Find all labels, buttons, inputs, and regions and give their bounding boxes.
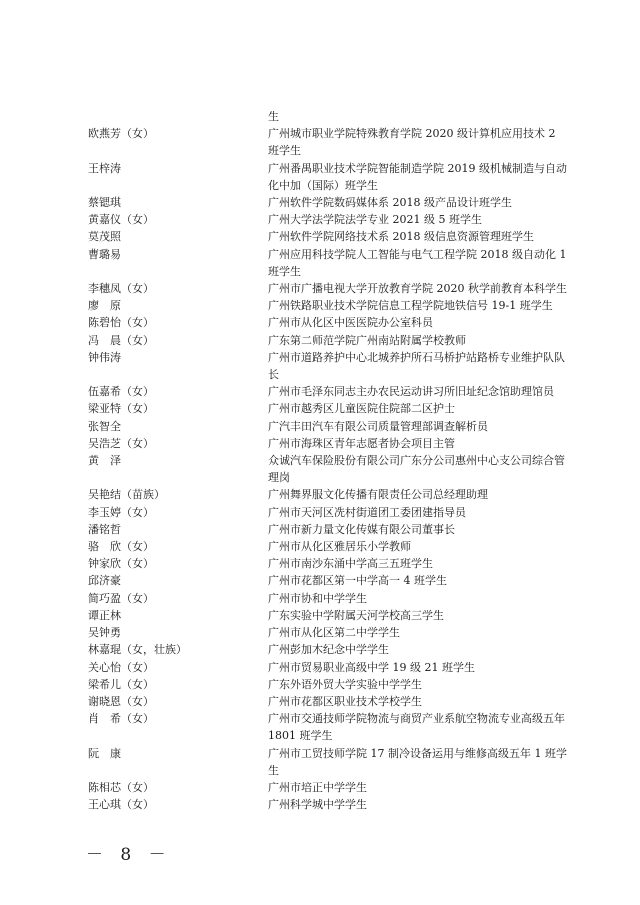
list-item bbox=[88, 624, 568, 641]
list-item bbox=[88, 418, 568, 435]
person-name: 莫茂照 bbox=[88, 230, 121, 244]
person-affiliation: 广州市毛泽东同志主办农民运动讲习所旧址纪念馆助理馆员 bbox=[268, 385, 554, 399]
list-item bbox=[88, 314, 568, 331]
page-number: － 8 － bbox=[86, 845, 172, 865]
person-affiliation: 广州市贸易职业高级中学 19 级 21 班学生 bbox=[268, 660, 475, 674]
person-affiliation: 广州市培正中学学生 bbox=[268, 780, 367, 794]
person-name: 谭正林 bbox=[88, 608, 121, 622]
list-item bbox=[88, 108, 568, 125]
list-item bbox=[88, 280, 568, 297]
list-item bbox=[88, 383, 568, 400]
person-name: 关心怡（女） bbox=[88, 660, 154, 674]
person-affiliation: 广州市南沙东涌中学高三五班学生 bbox=[268, 557, 433, 571]
person-name: 谢晓恩（女） bbox=[88, 694, 154, 708]
person-name: 钟伟涛 bbox=[88, 350, 121, 364]
person-affiliation: 广州市天河区冼村街道团工委团建指导员 bbox=[268, 505, 466, 519]
person-name: 梁亚特（女） bbox=[88, 402, 154, 416]
person-name: 肖 希（女） bbox=[88, 712, 154, 726]
list-item bbox=[88, 676, 568, 693]
person-affiliation: 广州城市职业学院特殊教育学院 2020 级计算机应用技术 2 班学生 bbox=[268, 127, 556, 158]
person-name: 李穗凤（女） bbox=[88, 282, 154, 296]
person-name: 陈碧怡（女） bbox=[88, 316, 154, 330]
list-item bbox=[88, 246, 568, 280]
list-item bbox=[88, 659, 568, 676]
person-affiliation: 广东外语外贸大学实验中学学生 bbox=[268, 677, 422, 691]
person-affiliation: 广州软件学院数码媒体系 2018 级产品设计班学生 bbox=[268, 196, 512, 210]
name-list bbox=[88, 108, 568, 813]
person-name: 张智全 bbox=[88, 419, 121, 433]
person-name: 廖 原 bbox=[88, 299, 121, 313]
list-item bbox=[88, 452, 568, 486]
list-item bbox=[88, 228, 568, 245]
list-item bbox=[88, 521, 568, 538]
person-name: 林嘉琨（女，壮族） bbox=[88, 643, 187, 657]
person-affiliation: 广州市花都区第一中学高一 4 班学生 bbox=[268, 574, 447, 588]
person-name: 蔡锶琪 bbox=[88, 196, 121, 210]
person-name: 王梓涛 bbox=[88, 161, 121, 175]
person-affiliation: 广州科学城中学学生 bbox=[268, 798, 367, 812]
person-affiliation: 广州市广播电视大学开放教育学院 2020 秋学前教育本科学生 bbox=[268, 282, 567, 296]
list-item bbox=[88, 194, 568, 211]
list-item bbox=[88, 349, 568, 383]
person-affiliation: 广州铁路职业技术学院信息工程学院地铁信号 19-1 班学生 bbox=[268, 299, 553, 313]
list-item bbox=[88, 796, 568, 813]
list-item bbox=[88, 555, 568, 572]
person-affiliation: 广州市道路养护中心北城养护所石马桥护站路桥专业维护队队长 bbox=[268, 350, 565, 382]
person-name: 潘铭哲 bbox=[88, 522, 121, 536]
person-affiliation: 广州应用科技学院人工智能与电气工程学院 2018 级自动化 1 班学生 bbox=[268, 247, 567, 278]
person-name: 简巧盈（女） bbox=[88, 591, 154, 605]
list-item bbox=[88, 710, 568, 744]
list-item bbox=[88, 297, 568, 314]
person-affiliation: 众诚汽车保险股份有限公司广东分公司惠州中心支公司综合管理岗 bbox=[268, 454, 565, 485]
person-name: 冯 晨（女） bbox=[88, 333, 154, 347]
person-name: 骆 欣（女） bbox=[88, 540, 154, 554]
person-name: 伍嘉希（女） bbox=[88, 385, 154, 399]
list-item bbox=[88, 693, 568, 710]
person-affiliation: 广州市从化区第二中学学生 bbox=[268, 626, 400, 640]
person-affiliation: 广州番禺职业技术学院智能制造学院 2019 级机械制造与自动化中加（国际）班学生 bbox=[268, 161, 567, 192]
list-item bbox=[88, 332, 568, 349]
person-affiliation: 生 bbox=[268, 110, 279, 123]
person-affiliation: 广州市海珠区青年志愿者协会项目主管 bbox=[268, 436, 455, 450]
person-name: 钟家欣（女） bbox=[88, 557, 154, 571]
person-name: 阮 康 bbox=[88, 746, 121, 760]
list-item bbox=[88, 745, 568, 779]
person-affiliation: 广州彭加木纪念中学学生 bbox=[268, 643, 389, 657]
person-name: 欧燕芳（女） bbox=[88, 127, 154, 141]
person-name: 黄嘉仪（女） bbox=[88, 213, 154, 227]
person-affiliation: 广州市越秀区儿童医院住院部二区护士 bbox=[268, 402, 455, 416]
person-affiliation: 广州大学法学院法学专业 2021 级 5 班学生 bbox=[268, 213, 482, 227]
person-name: 李玉婷（女） bbox=[88, 505, 154, 519]
person-name: 吴浩芝（女） bbox=[88, 436, 154, 450]
person-affiliation: 广州市新力量文化传媒有限公司董事长 bbox=[268, 522, 455, 536]
person-name: 黄 泽 bbox=[88, 454, 121, 468]
person-name: 邱济豪 bbox=[88, 574, 121, 588]
list-item bbox=[88, 435, 568, 452]
person-affiliation: 广州市交通技师学院物流与商贸产业系航空物流专业高级五年 1801 班学生 bbox=[268, 712, 565, 743]
person-name: 曹璐易 bbox=[88, 247, 121, 261]
person-name: 王心琪（女） bbox=[88, 798, 154, 812]
person-name: 陈相芯（女） bbox=[88, 780, 154, 794]
list-item bbox=[88, 779, 568, 796]
person-name: 梁希儿（女） bbox=[88, 677, 154, 691]
person-affiliation: 广汽丰田汽车有限公司质量管理部调查解析员 bbox=[268, 419, 488, 433]
person-affiliation: 广州市花都区职业技术学校学生 bbox=[268, 694, 422, 708]
list-item bbox=[88, 400, 568, 417]
person-affiliation: 广州舞界服文化传播有限责任公司总经理助理 bbox=[268, 488, 488, 502]
list-item bbox=[88, 572, 568, 589]
person-name: 吴钟勇 bbox=[88, 626, 121, 640]
person-affiliation: 广州软件学院网络技术系 2018 级信息资源管理班学生 bbox=[268, 230, 534, 244]
person-affiliation: 广州市从化区雅居乐小学教师 bbox=[268, 540, 411, 554]
person-affiliation: 广州市工贸技师学院 17 制冷设备运用与维修高级五年 1 班学生 bbox=[268, 746, 567, 777]
list-item bbox=[88, 125, 568, 159]
person-affiliation: 广州市从化区中医医院办公室科员 bbox=[268, 316, 433, 330]
list-item bbox=[88, 538, 568, 555]
person-name: 吴艳结（苗族） bbox=[88, 488, 165, 502]
list-item bbox=[88, 486, 568, 503]
person-affiliation: 广东实验中学附属天河学校高三学生 bbox=[268, 608, 444, 622]
person-affiliation: 广州市协和中学学生 bbox=[268, 591, 367, 605]
person-affiliation: 广东第二师范学院广州南站附属学校教师 bbox=[268, 333, 466, 347]
list-item bbox=[88, 211, 568, 228]
list-item bbox=[88, 160, 568, 194]
list-item bbox=[88, 641, 568, 658]
list-item bbox=[88, 504, 568, 521]
list-item bbox=[88, 590, 568, 607]
list-item bbox=[88, 607, 568, 624]
